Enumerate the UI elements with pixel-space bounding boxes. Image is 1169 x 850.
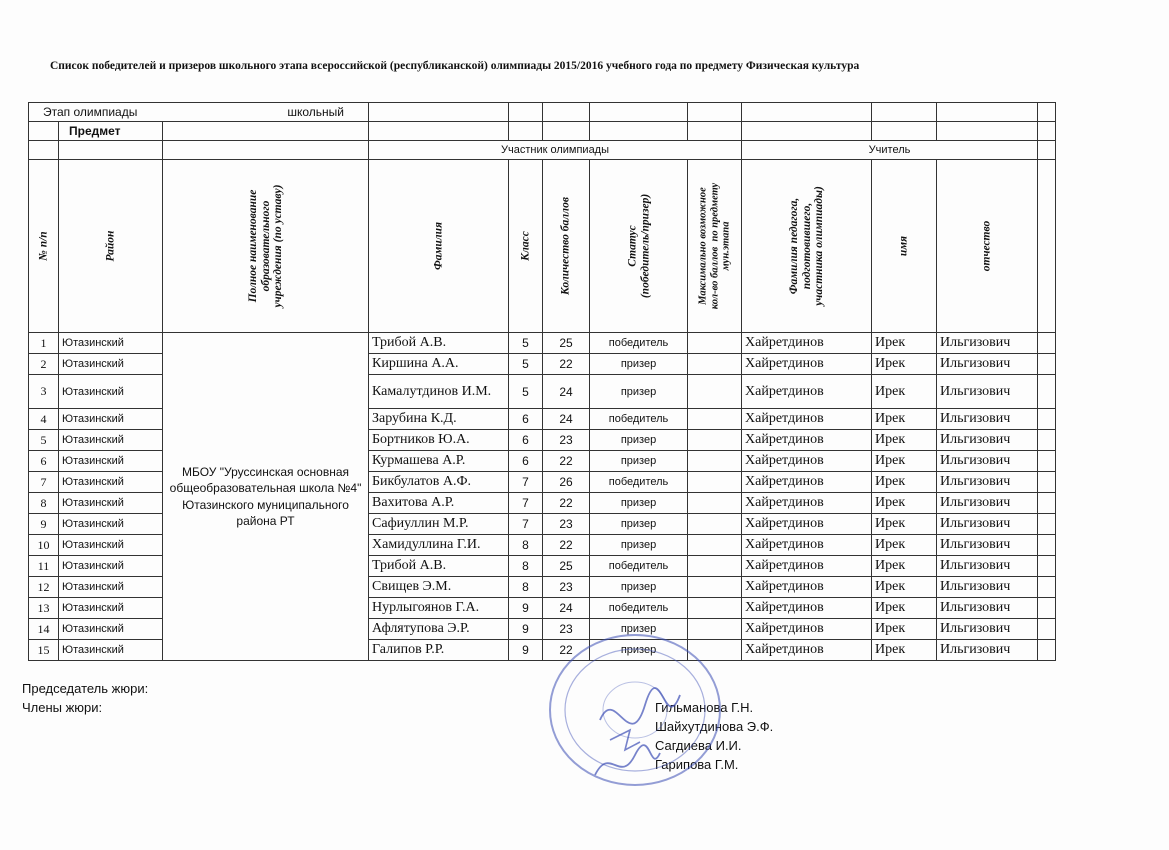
row-score: 22 [543,354,590,375]
row-teacher-patronymic: Ильгизович [937,514,1038,535]
jury-member: Гильманова Г.Н. [655,700,754,715]
jury-member: Шайхутдинова Э.Ф. [655,719,774,734]
row-score: 22 [543,493,590,514]
row-district: Ютазинский [59,640,163,661]
row-num: 4 [29,409,59,430]
row-num: 5 [29,430,59,451]
row-status: призер [590,354,688,375]
row-num: 14 [29,619,59,640]
row-status: призер [590,493,688,514]
row-grade: 5 [509,333,543,354]
row-score: 24 [543,598,590,619]
group-row [29,141,1056,160]
row-name: Сафиуллин М.Р. [369,514,509,535]
row-district: Ютазинский [59,598,163,619]
stage-row [29,103,1056,122]
row-teacher-patronymic: Ильгизович [937,556,1038,577]
row-teacher-patronymic: Ильгизович [937,409,1038,430]
subject-label: Предмет [59,122,163,141]
row-status: призер [590,451,688,472]
row-teacher-surname: Хайретдинов [742,556,872,577]
row-teacher-name: Ирек [872,333,937,354]
row-name: Хамидуллина Г.И. [369,535,509,556]
jury-chair-label: Председатель жюри: [22,681,149,696]
jury-member: Сагдиева И.И. [655,738,742,753]
row-score: 25 [543,333,590,354]
row-teacher-patronymic: Ильгизович [937,333,1038,354]
row-teacher-patronymic: Ильгизович [937,354,1038,375]
row-teacher-surname: Хайретдинов [742,514,872,535]
stage-label: Этап олимпиады школьный [29,103,369,122]
row-name: Афлятупова Э.Р. [369,619,509,640]
row-grade: 8 [509,577,543,598]
row-teacher-name: Ирек [872,598,937,619]
row-num: 13 [29,598,59,619]
row-grade: 9 [509,640,543,661]
row-teacher-name: Ирек [872,409,937,430]
row-score: 26 [543,472,590,493]
row-score: 23 [543,430,590,451]
row-name: Бортников Ю.А. [369,430,509,451]
row-teacher-patronymic: Ильгизович [937,535,1038,556]
row-score: 23 [543,514,590,535]
jury-member: Гарипова Г.М. [655,757,739,772]
row-teacher-patronymic: Ильгизович [937,598,1038,619]
official-stamp [540,625,730,795]
row-max [688,409,742,430]
row-teacher-surname: Хайретдинов [742,354,872,375]
row-status: победитель [590,333,688,354]
row-num: 2 [29,354,59,375]
row-grade: 8 [509,535,543,556]
row-district: Ютазинский [59,619,163,640]
row-score: 22 [543,640,590,661]
row-score: 24 [543,409,590,430]
row-grade: 7 [509,493,543,514]
row-teacher-surname: Хайретдинов [742,430,872,451]
row-status: победитель [590,472,688,493]
row-name: Свищев Э.М. [369,577,509,598]
subject-row [29,122,1056,141]
row-teacher-name: Ирек [872,430,937,451]
header-school: Полное наименование образовательного учреждения (по уставу) [246,184,284,308]
row-teacher-surname: Хайретдинов [742,451,872,472]
row-teacher-patronymic: Ильгизович [937,640,1038,661]
row-max [688,556,742,577]
header-row [29,160,1056,333]
row-score: 22 [543,451,590,472]
row-teacher-name: Ирек [872,640,937,661]
row-grade: 9 [509,598,543,619]
row-district: Ютазинский [59,451,163,472]
row-teacher-name: Ирек [872,577,937,598]
row-teacher-name: Ирек [872,375,937,409]
row-score: 23 [543,619,590,640]
row-name: Курмашева А.Р. [369,451,509,472]
header-surname: Фамилия [432,221,445,271]
row-status: призер [590,514,688,535]
row-grade: 8 [509,556,543,577]
row-teacher-name: Ирек [872,493,937,514]
row-teacher-patronymic: Ильгизович [937,577,1038,598]
row-score: 24 [543,375,590,409]
table-row [29,333,1056,354]
row-max [688,598,742,619]
row-num: 9 [29,514,59,535]
row-max [688,472,742,493]
row-teacher-name: Ирек [872,451,937,472]
row-grade: 9 [509,619,543,640]
row-max [688,333,742,354]
school-name: МБОУ "Уруссинская основная общеобразовательная школа №4" Ютазинского муниципального района РТ [163,333,369,661]
row-teacher-surname: Хайретдинов [742,577,872,598]
row-grade: 6 [509,409,543,430]
row-teacher-name: Ирек [872,514,937,535]
row-district: Ютазинский [59,556,163,577]
header-teacher-patronymic: отчество [980,220,993,272]
row-district: Ютазинский [59,430,163,451]
row-score: 23 [543,577,590,598]
row-max [688,577,742,598]
header-status: Статус (победитель/призер) [625,193,651,299]
row-teacher-patronymic: Ильгизович [937,472,1038,493]
row-num: 6 [29,451,59,472]
stage-value: школьный [287,105,344,119]
row-grade: 5 [509,375,543,409]
row-district: Ютазинский [59,375,163,409]
row-num: 12 [29,577,59,598]
row-teacher-surname: Хайретдинов [742,333,872,354]
row-teacher-surname: Хайретдинов [742,409,872,430]
row-name: Галипов Р.Р. [369,640,509,661]
row-district: Ютазинский [59,472,163,493]
row-teacher-name: Ирек [872,535,937,556]
row-status: призер [590,577,688,598]
row-teacher-name: Ирек [872,619,937,640]
row-name: Камалутдинов И.М. [369,375,509,409]
row-num: 8 [29,493,59,514]
row-teacher-surname: Хайретдинов [742,472,872,493]
row-num: 11 [29,556,59,577]
row-name: Вахитова А.Р. [369,493,509,514]
header-teacher-name: имя [897,235,910,257]
row-status: победитель [590,409,688,430]
row-status: призер [590,619,688,640]
row-teacher-surname: Хайретдинов [742,640,872,661]
row-max [688,430,742,451]
row-teacher-surname: Хайретдинов [742,535,872,556]
row-name: Трибой А.В. [369,333,509,354]
row-teacher-surname: Хайретдинов [742,598,872,619]
row-district: Ютазинский [59,333,163,354]
row-num: 7 [29,472,59,493]
row-max [688,535,742,556]
row-teacher-patronymic: Ильгизович [937,619,1038,640]
row-name: Зарубина К.Д. [369,409,509,430]
row-status: победитель [590,556,688,577]
header-num: № п/п [37,231,50,261]
row-num: 1 [29,333,59,354]
row-status: призер [590,535,688,556]
winners-table [28,102,1056,661]
row-grade: 6 [509,451,543,472]
header-grade: Класс [519,231,532,261]
row-num: 3 [29,375,59,409]
row-max [688,354,742,375]
row-name: Нурлыгоянов Г.А. [369,598,509,619]
row-district: Ютазинский [59,354,163,375]
header-max-score: Максимально возможное кол-во баллов по предмету мун.этапа [697,182,732,310]
row-status: призер [590,430,688,451]
row-teacher-name: Ирек [872,354,937,375]
row-status: призер [590,375,688,409]
row-grade: 7 [509,472,543,493]
row-status: призер [590,640,688,661]
row-max [688,514,742,535]
row-teacher-patronymic: Ильгизович [937,430,1038,451]
row-teacher-surname: Хайретдинов [742,619,872,640]
row-name: Бикбулатов А.Ф. [369,472,509,493]
row-name: Трибой А.В. [369,556,509,577]
row-score: 22 [543,535,590,556]
row-max [688,451,742,472]
row-grade: 7 [509,514,543,535]
jury-members-label: Члены жюри: [22,700,103,715]
row-teacher-patronymic: Ильгизович [937,493,1038,514]
row-grade: 5 [509,354,543,375]
row-score: 25 [543,556,590,577]
group-participant: Участник олимпиады [369,141,742,160]
row-grade: 6 [509,430,543,451]
row-district: Ютазинский [59,514,163,535]
row-status: победитель [590,598,688,619]
row-teacher-name: Ирек [872,472,937,493]
row-district: Ютазинский [59,535,163,556]
row-teacher-surname: Хайретдинов [742,375,872,409]
row-num: 10 [29,535,59,556]
header-score: Количество баллов [559,197,572,295]
row-name: Киршина А.А. [369,354,509,375]
row-max [688,375,742,409]
row-teacher-surname: Хайретдинов [742,493,872,514]
row-teacher-name: Ирек [872,556,937,577]
row-district: Ютазинский [59,409,163,430]
header-district: Район [104,230,117,262]
row-num: 15 [29,640,59,661]
group-teacher: Учитель [742,141,1038,160]
row-teacher-patronymic: Ильгизович [937,375,1038,409]
header-teacher-surname: Фамилия педагога, подготовившего, участника олимпиады) [787,186,825,306]
row-district: Ютазинский [59,577,163,598]
row-teacher-patronymic: Ильгизович [937,451,1038,472]
row-max [688,493,742,514]
row-district: Ютазинский [59,493,163,514]
document-title: Список победителей и призеров школьного этапа всероссийской (республиканской) олимпиады 2015/2016 учебного года по предмету Физическая культура [50,60,860,72]
